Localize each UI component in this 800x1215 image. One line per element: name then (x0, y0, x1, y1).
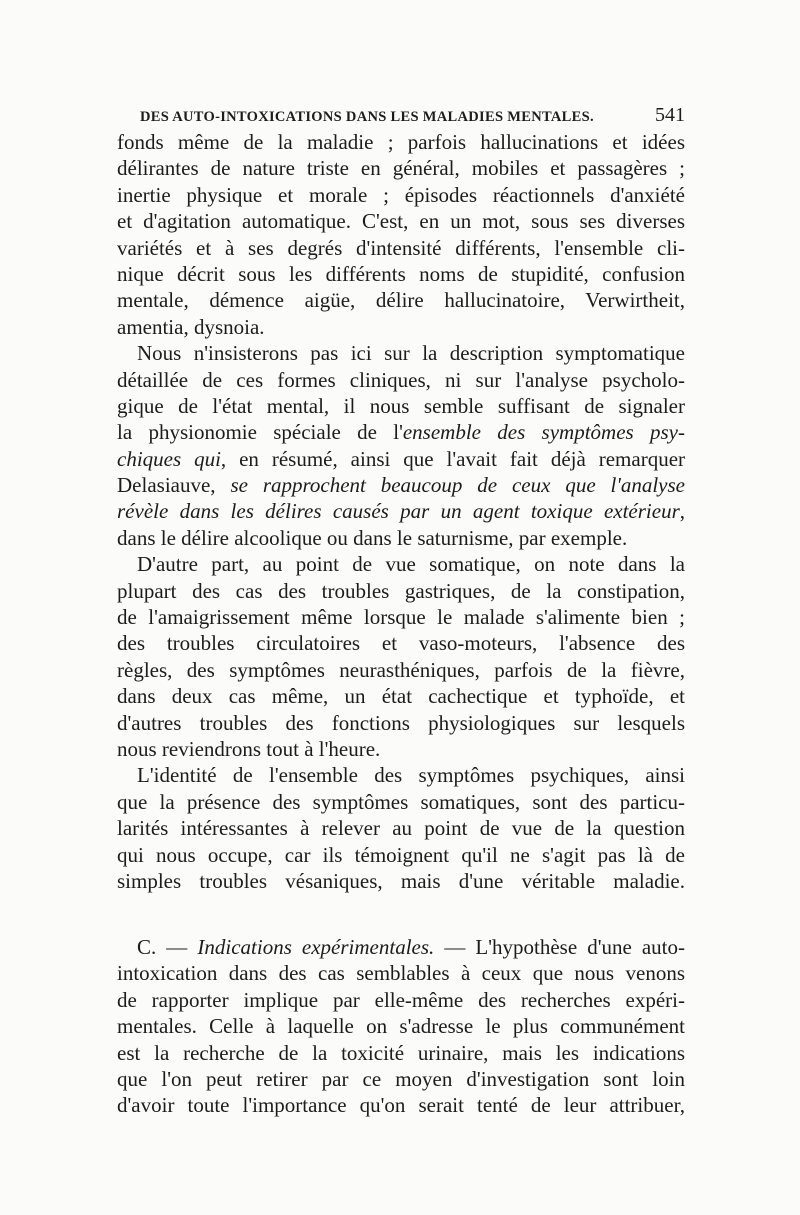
text-line: dans le délire alcoolique ou dans le saturnisme, par exemple. (117, 525, 628, 550)
paragraph-5 (117, 934, 685, 1119)
paragraph-1 (117, 129, 685, 340)
section-heading: Indications expérimentales. (197, 935, 435, 959)
text-line: amentia, dysnoia. (117, 314, 265, 339)
text-line: larités intéressantes à relever au point de vue de la question (117, 816, 685, 841)
text-line: plupart des cas des troubles gastriques, de la constipation, (117, 578, 685, 603)
text-line: nique décrit sous les différents noms de stupidité, confusion (117, 261, 685, 286)
text-line (117, 498, 685, 524)
text-line: que l'on peut retirer par ce moyen d'investigation sont loin (117, 1066, 685, 1091)
paragraph-2 (117, 340, 685, 551)
text-line: des troubles circulatoires et vaso-moteurs, l'absence des (117, 631, 685, 656)
page-number: 541 (655, 104, 685, 126)
text-line: est la recherche de la toxicité urinaire, mais les indications (117, 1040, 685, 1065)
text-line: nous reviendrons tout à l'heure. (117, 736, 381, 761)
text-line (117, 446, 685, 472)
text-line: L'identité de l'ensemble des symptômes psychiques, ainsi (137, 763, 685, 788)
section-label: C. — (137, 935, 198, 959)
text-line: dans deux cas même, un état cachectique et typhoïde, et (117, 684, 685, 709)
text-line (117, 419, 685, 445)
italic-text: ensemble des symptômes psy- (402, 420, 685, 445)
text-run: la physionomie spéciale de l' (117, 420, 403, 445)
text-line: gique de l'état mental, il nous semble suffisant de signaler (117, 393, 685, 418)
text-line: de l'amaigrissement même lorsque le malade s'alimente bien ; (117, 605, 685, 630)
text-line: variétés et à ses degrés d'intensité différents, l'ensemble cli- (117, 235, 685, 260)
text-line: D'autre part, au point de vue somatique, on note dans la (137, 552, 685, 577)
text-line: Nous n'insisterons pas ici sur la description symptomatique (137, 341, 685, 366)
text-line: que la présence des symptômes somatiques, sont des particu- (117, 789, 685, 814)
text-line: délirantes de nature triste en général, mobiles et passagères ; (117, 156, 685, 181)
page-header (140, 104, 685, 127)
text-run: , en résumé, ainsi que l'avait fait déjà remarquer (220, 446, 686, 471)
text-line: simples troubles vésaniques, mais d'une véritable maladie. (117, 868, 685, 893)
italic-text: révèle dans les délires causés par un agent toxique extérieur (117, 499, 680, 524)
italic-text: se rapprochent beaucoup de ceux que l'analyse (230, 473, 685, 498)
italic-text: chiques qui (117, 446, 221, 471)
section-c (117, 934, 685, 1119)
text-line: mentale, démence aigüe, délire hallucinatoire, Verwirtheit, (117, 288, 685, 313)
text-line: intoxication dans des cas semblables à ceux que nous venons (117, 961, 685, 986)
text-line: de rapporter implique par elle-même des recherches expéri- (117, 987, 685, 1012)
text-line: d'avoir toute l'importance qu'on serait tenté de leur attribuer, (117, 1093, 685, 1118)
paragraph-3 (117, 551, 685, 762)
text-run: Delasiauve, (117, 473, 231, 498)
body-text (117, 129, 685, 894)
paragraph-4 (117, 762, 685, 894)
text-line (117, 472, 685, 498)
text-run: , (679, 499, 685, 524)
text-line (117, 934, 685, 960)
text-line: règles, des symptômes neurasthéniques, parfois de la fièvre, (117, 657, 685, 682)
text-line: fonds même de la maladie ; parfois hallucinations et idées (117, 130, 685, 154)
text-line: mentales. Celle à laquelle on s'adresse le plus communément (117, 1014, 685, 1039)
text-line: inertie physique et morale ; épisodes réactionnels d'anxiété (117, 182, 685, 207)
text-line: d'autres troubles des fonctions physiologiques sur lesquels (117, 710, 685, 735)
text-line: qui nous occupe, car ils témoignent qu'il ne s'agit pas là de (117, 842, 685, 867)
text-line: et d'agitation automatique. C'est, en un mot, sous ses diverses (117, 209, 685, 234)
text-line: détaillée de ces formes cliniques, ni sur l'analyse psycholo- (117, 367, 685, 392)
text-run: — L'hypothèse d'une auto- (434, 935, 686, 959)
running-title: DES AUTO-INTOXICATIONS DANS LES MALADIES MENTALES. (140, 109, 594, 125)
